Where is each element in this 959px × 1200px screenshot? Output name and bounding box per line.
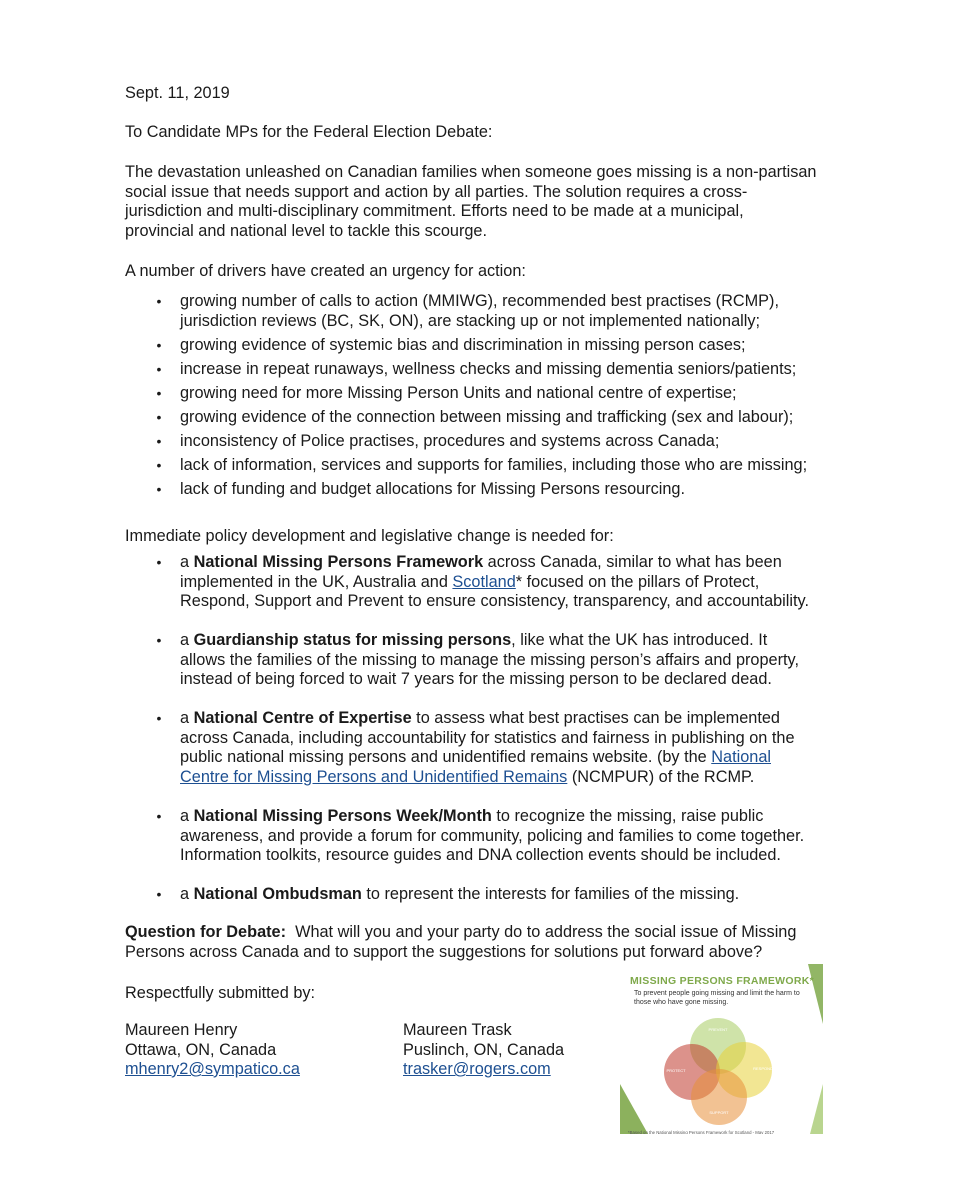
policy-text: a	[180, 553, 194, 571]
list-item	[152, 408, 872, 428]
ncmpur-link[interactable]: National	[711, 748, 771, 766]
bullet-icon: •	[156, 384, 162, 401]
bullet-icon: •	[156, 456, 162, 473]
signer-block	[403, 1021, 564, 1080]
list-item	[152, 292, 872, 331]
driver-text: jurisdiction reviews (BC, SK, ON), are stacking up or not implemented nationally;	[180, 311, 761, 330]
policy-heading: Guardianship status for missing persons	[193, 631, 512, 649]
drivers-intro: A number of drivers have created an urgency for action:	[125, 262, 526, 280]
driver-text: lack of information, services and supports for families, including those who are missing;	[180, 455, 808, 474]
policy-item-guardianship	[152, 631, 799, 690]
policy-text: awareness, and provide a forum for community, policing and families to come together.	[180, 826, 805, 845]
policy-item-framework	[152, 553, 809, 612]
ncmpur-link[interactable]: Centre for Missing Persons and Unidentified Remains	[180, 767, 568, 786]
list-item	[152, 456, 872, 476]
policy-heading: National Centre of Expertise	[193, 709, 412, 727]
policy-heading: National Missing Persons Week/Month	[193, 807, 492, 825]
intro-line: jurisdiction and multi-disciplinary commitment. Efforts need to be made at a municipal,	[125, 202, 744, 220]
policy-heading: National Missing Persons Framework	[193, 553, 484, 571]
bullet-icon: •	[156, 432, 162, 449]
bullet-icon: •	[156, 360, 162, 377]
pillar-label: PROTECT	[666, 1068, 686, 1073]
driver-text: increase in repeat runaways, wellness checks and missing dementia seniors/patients;	[180, 359, 797, 378]
policy-text: a	[180, 807, 194, 825]
pillar-label: PREVENT	[708, 1027, 728, 1032]
figure-title: MISSING PERSONS FRAMEWORK*	[630, 975, 814, 987]
letter-date: Sept. 11, 2019	[125, 84, 230, 102]
policy-text: instead of being forced to wait 7 years for the missing person to be declared dead.	[180, 670, 772, 688]
question-text: What will you and your party do to address the social issue of Missing	[286, 923, 797, 941]
policy-text: to recognize the missing, raise public	[491, 807, 764, 825]
bullet-icon: •	[156, 886, 162, 902]
list-item	[152, 432, 872, 452]
policy-item-ombudsman	[152, 885, 739, 905]
intro-line: social issue that needs support and action by all parties. The solution requires a cross-	[125, 182, 748, 201]
intro-line: The devastation unleashed on Canadian families when someone goes missing is a non-partisan	[125, 163, 817, 181]
signer-location: Puslinch, ON, Canada	[403, 1040, 565, 1059]
policy-text: allows the families of the missing to manage the missing person’s affairs and property,	[180, 650, 799, 669]
policy-text: , like what the UK has introduced. It	[511, 631, 768, 649]
policy-text: * focused on the pillars of Protect,	[515, 572, 760, 591]
bullet-icon: •	[156, 554, 162, 570]
driver-text: inconsistency of Police practises, procedures and systems across Canada;	[180, 431, 720, 450]
policy-text: a	[180, 885, 194, 903]
signer-block	[125, 1021, 300, 1080]
policy-item-centre	[152, 709, 795, 787]
salutation: To Candidate MPs for the Federal Election Debate:	[125, 123, 493, 141]
policy-text: (NCMPUR) of the RCMP.	[567, 767, 755, 786]
driver-text: growing evidence of the connection between missing and trafficking (sex and labour);	[180, 407, 794, 426]
intro-line: provincial and national level to tackle this scourge.	[125, 221, 488, 240]
bullet-icon: •	[156, 408, 162, 425]
bullet-icon: •	[156, 480, 162, 497]
driver-text: lack of funding and budget allocations for Missing Persons resourcing.	[180, 479, 686, 498]
list-item	[152, 336, 872, 356]
bullet-icon: •	[156, 632, 162, 648]
policy-text: implemented in the UK, Australia and	[180, 572, 453, 591]
signer-name: Maureen Trask	[403, 1021, 512, 1039]
policy-text: to represent the interests for families of the missing.	[361, 885, 740, 903]
policy-item-week	[152, 807, 804, 866]
bullet-icon: •	[156, 710, 162, 726]
bullet-icon: •	[156, 808, 162, 824]
policy-text: Respond, Support and Prevent to ensure consistency, transparency, and accountability.	[180, 592, 810, 610]
drivers-list	[152, 292, 872, 504]
framework-figure	[620, 964, 823, 1134]
intro-paragraph	[125, 163, 885, 241]
list-item	[152, 360, 872, 380]
driver-text: growing evidence of systemic bias and discrimination in missing person cases;	[180, 335, 746, 354]
bullet-icon: •	[156, 336, 162, 353]
figure-footnote: *Based on the National Missing Persons Framework for Scotland - May 2017	[628, 1130, 775, 1134]
submitted-by: Respectfully submitted by:	[125, 984, 316, 1002]
debate-question	[125, 923, 845, 962]
bullet-icon: •	[156, 293, 162, 309]
signer-email-link[interactable]: trasker@rogers.com	[403, 1060, 551, 1078]
question-label: Question for Debate:	[125, 923, 287, 941]
policy-text: across Canada, similar to what has been	[483, 553, 782, 571]
policy-text: Information toolkits, resource guides and DNA collection events should be included.	[180, 846, 781, 864]
policy-heading: National Ombudsman	[193, 885, 362, 903]
policy-text: a	[180, 709, 194, 727]
signer-name: Maureen Henry	[125, 1021, 238, 1039]
policy-text: public national missing persons and unidentified remains website. (by the	[180, 748, 712, 766]
policy-text: to assess what best practises can be implemented	[411, 709, 780, 727]
support-circle	[691, 1069, 747, 1125]
signer-email-link[interactable]: mhenry2@sympatico.ca	[125, 1060, 300, 1078]
pillar-label: SUPPORT	[709, 1110, 729, 1115]
driver-text: growing number of calls to action (MMIWG), recommended best practises (RCMP),	[180, 292, 779, 310]
driver-text: growing need for more Missing Person Units and national centre of expertise;	[180, 383, 737, 402]
scotland-link[interactable]: Scotland	[452, 572, 516, 591]
list-item	[152, 384, 872, 404]
question-text: Persons across Canada and to support the suggestions for solutions put forward above?	[125, 942, 763, 961]
pillar-label: RESPOND	[753, 1066, 773, 1071]
signer-location: Ottawa, ON, Canada	[125, 1040, 277, 1059]
figure-subtitle: To prevent people going missing and limit the harm to those who have gone missing.	[634, 990, 800, 1006]
policy-text: a	[180, 631, 194, 649]
policy-intro: Immediate policy development and legislative change is needed for:	[125, 527, 614, 545]
list-item	[152, 480, 872, 500]
policy-text: across Canada, including accountability for statistics and fairness in publishing on the	[180, 728, 795, 747]
